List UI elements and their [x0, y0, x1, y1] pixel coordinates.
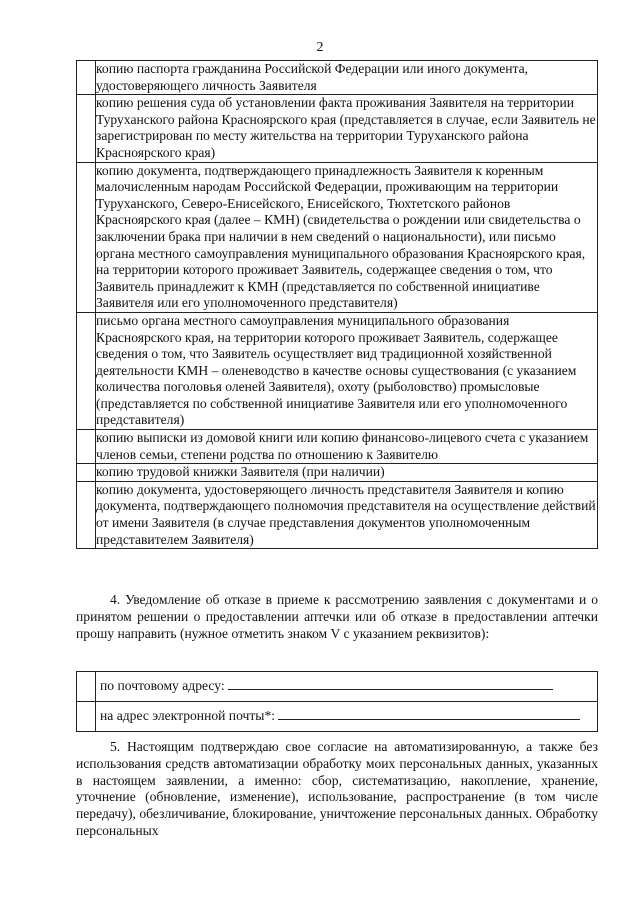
document-row	[77, 464, 598, 482]
email-address-field[interactable]	[278, 708, 580, 720]
page-number: 2	[316, 40, 324, 55]
postal-address-field[interactable]	[228, 678, 553, 690]
notification-option-label: на адрес электронной почты*:	[100, 708, 276, 724]
document-checkbox-cell[interactable]	[77, 481, 96, 548]
document-row	[77, 61, 598, 95]
section-5-text: 5. Настоящим подтверждаю свое согласие на автоматизированную, а также без использования средств автоматизации обработку моих персональных данных, указанных в настоящем заявлении, а именно: сбор, систематизацию, накопление, хранение, уточнение (обновление, изменение), использование, распространение (в том числе передачу), обезличивание, блокирование, уничтожение персональных данных. Обработку персональных	[76, 739, 598, 838]
document-text: копию документа, подтверждающего принадлежность Заявителя к коренным малочисленным народам Российской Федерации, проживающим на территории Туруханского, Северо-Енисейского, Енисейского, Тюхтетского районов Красноярского края (далее – КМН) (свидетельства о рождении или свидетельства о заключении брака при наличии в нем сведений о национальности), или письмо органа местного самоуправления муниципального образования Красноярского края, на территории которого проживает Заявитель, содержащее сведения о том, что Заявитель принадлежит к КМН (представляется по собственной инициативе Заявителя или его уполномоченного представителя)	[96, 162, 598, 312]
document-text: копию выписки из домовой книги или копию финансово-лицевого счета с указанием членов семьи, степени родства по отношению к Заявителю	[96, 430, 598, 464]
notification-option-row	[77, 702, 598, 732]
notification-method-table	[76, 671, 598, 732]
notification-checkbox-cell[interactable]	[77, 672, 96, 702]
section-4	[76, 592, 598, 642]
notification-option-row	[77, 672, 598, 702]
notification-option-label: по почтовому адресу:	[100, 678, 225, 694]
document-checkbox-cell[interactable]	[77, 61, 96, 95]
document-checkbox-cell[interactable]	[77, 464, 96, 482]
document-row	[77, 95, 598, 162]
document-text: письмо органа местного самоуправления муниципального образования Красноярского края, на территории которого проживает Заявитель, содержащее сведения о том, что Заявитель осуществляет вид традиционной хозяйственной деятельности КМН – оленеводство в качестве основы существования (с указанием количества поголовья оленей Заявителя), охоту (рыболовство) промысловые (представляется по собственной инициативе Заявителя или его уполномоченного представителя)	[96, 312, 598, 429]
document-checkbox-cell[interactable]	[77, 312, 96, 429]
document-text: копию решения суда об установлении факта проживания Заявителя на территории Туруханского района Красноярского края (представляется в случае, если Заявитель не зарегистрирован по месту жительства на территории Туруханского района Красноярского края)	[96, 95, 598, 162]
section-5	[76, 739, 598, 840]
document-row	[77, 162, 598, 312]
document-text: копию документа, удостоверяющего личность представителя Заявителя и копию документа, подтверждающего полномочия представителя на осуществление действий от имени Заявителя (в случае представления документов уполномоченным представителем Заявителя)	[96, 481, 598, 548]
section-4-text: 4. Уведомление об отказе в приеме к рассмотрению заявления с документами и о принятом решении о предоставлении аптечки или об отказе в предоставлении аптечки прошу направить (нужное отметить знаком V с указанием реквизитов):	[76, 592, 598, 641]
document-text: копию паспорта гражданина Российской Федерации или иного документа, удостоверяющего личность Заявителя	[96, 61, 598, 95]
document-row	[77, 481, 598, 548]
document-checkbox-cell[interactable]	[77, 430, 96, 464]
document-row	[77, 312, 598, 429]
document-checkbox-cell[interactable]	[77, 162, 96, 312]
documents-table	[76, 60, 598, 549]
document-text: копию трудовой книжки Заявителя (при наличии)	[96, 464, 598, 482]
document-row	[77, 430, 598, 464]
document-checkbox-cell[interactable]	[77, 95, 96, 162]
notification-checkbox-cell[interactable]	[77, 702, 96, 732]
